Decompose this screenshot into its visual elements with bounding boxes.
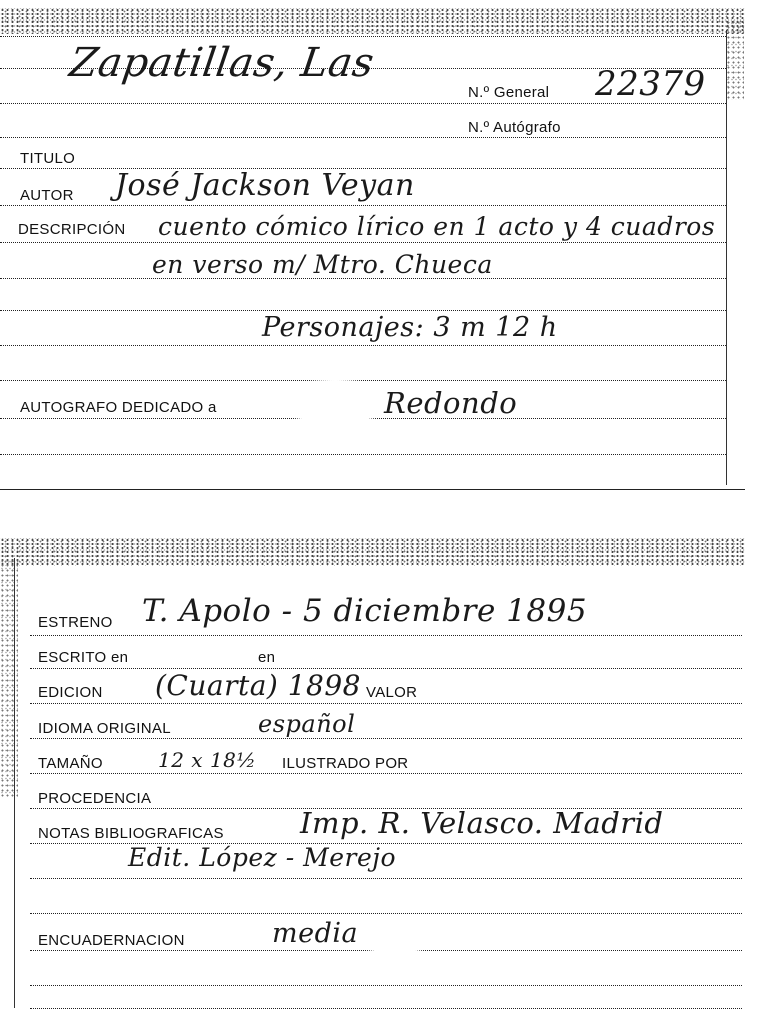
rule [0,205,726,206]
autografo-dedicado-value: Redondo [384,386,518,420]
estreno-label: ESTRENO [38,614,113,631]
descripcion-line-2: en verso m/ Mtro. Chueca [152,250,493,279]
notas-value-1: Imp. R. Velasco. Madrid [300,806,664,840]
estreno-value: T. Apolo - 5 diciembre 1895 [142,593,588,629]
rule [0,345,726,346]
rule [30,635,742,636]
encuadernacion-value: media [272,918,359,949]
procedencia-label: PROCEDENCIA [38,790,152,807]
rule [30,738,742,739]
handwritten-title: Zapatillas, Las [66,40,378,86]
personajes: Personajes: 3 m 12 h [262,312,558,343]
notas-value-2: Edit. López - Merejo [128,843,397,872]
general-number-label: N.º General [468,84,550,101]
descripcion-label: DESCRIPCIÓN [18,221,126,238]
edicion-value: (Cuarta) 1898 [155,669,361,702]
autografo-number-label: N.º Autógrafo [468,119,561,136]
notas-label: NOTAS BIBLIOGRAFICAS [38,825,224,842]
descripcion-line-1: cuento cómico lírico en 1 acto y 4 cuadros [158,212,716,241]
encuadernacion-label: ENCUADERNACION [38,932,185,949]
rule [30,878,742,879]
escrito-en-label: en [258,649,276,666]
titulo-label: TITULO [20,150,76,167]
autor-label: AUTOR [20,187,74,204]
card-right-edge [726,20,744,100]
rule [0,454,726,455]
card-left-border [14,558,15,1008]
rule [0,137,726,138]
rule [30,985,742,986]
catalog-card-top [0,0,759,492]
idioma-label: IDIOMA ORIGINAL [38,720,171,737]
rule [0,36,726,37]
card-top-edge [0,538,745,566]
tamano-label: TAMAÑO [38,755,103,772]
idioma-value: español [258,710,356,738]
tamano-value: 12 x 18½ [158,748,257,772]
edicion-label: EDICION [38,684,103,701]
card-left-edge [0,558,18,798]
rule [30,773,742,774]
general-number: 22379 [595,64,706,104]
escrito-label: ESCRITO en [38,649,129,666]
rule [0,380,726,381]
rule [30,1008,742,1009]
redaction-mark [372,922,418,962]
rule [30,703,742,704]
card-right-border [726,30,727,485]
redaction-mark [300,380,370,440]
rule [0,242,726,243]
rule [30,668,742,669]
ilustrado-label: ILUSTRADO POR [282,755,409,772]
card-top-edge [0,8,745,34]
rule [0,489,745,490]
rule [0,310,726,311]
catalog-card-bottom [0,538,759,1028]
autor-value: José Jackson Veyan [115,168,415,203]
rule [30,913,742,914]
autografo-dedicado-label: AUTOGRAFO DEDICADO a [20,399,217,416]
valor-label: VALOR [366,684,418,701]
